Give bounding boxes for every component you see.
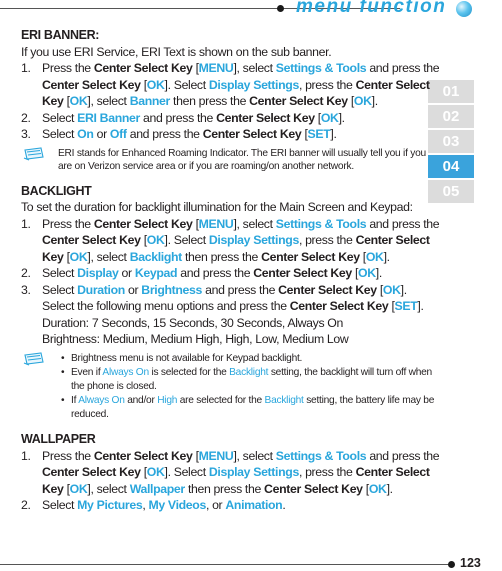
footer-dot <box>448 561 455 568</box>
eri-step-2: 2. Select ERI Banner and press the Center Select Key [OK]. <box>21 110 345 125</box>
chapter-tab-01[interactable]: 01 <box>428 80 474 103</box>
note-pad-icon <box>23 147 45 166</box>
chapter-tab-05[interactable]: 05 <box>428 180 474 203</box>
eri-note <box>21 147 441 174</box>
backlight-note-2: • Even if Always On is selected for the Backlight setting, the backlight will turn off when the phone is closed. <box>61 367 432 392</box>
wallpaper-heading: WALLPAPER <box>21 432 96 446</box>
backlight-steps <box>21 216 441 348</box>
wallpaper-step-1: 1. Press the Center Select Key [MENU], select Settings & Tools and press the Center Select Key [OK]. Select Display Settings, press the Center Select Key [OK], select Wallpaper then press the Center Select Key [OK]. <box>21 448 440 496</box>
chapter-tab-04[interactable]: 04 <box>428 155 474 178</box>
eri-intro: If you use ERI Service, ERI Text is shown on the sub banner. <box>21 44 332 59</box>
backlight-heading: BACKLIGHT <box>21 183 92 198</box>
eri-note-text: ERI stands for Enhanced Roaming Indicator. The ERI banner will usually tell you if you are on Verizon service area or if you are roaming/on another network. <box>58 147 426 172</box>
page-content <box>21 27 441 514</box>
eri-step-3: 3. Select On or Off and press the Center Select Key [SET]. <box>21 127 337 141</box>
duration-options: Duration: 7 Seconds, 15 Seconds, 30 Seconds, Always On <box>42 315 344 330</box>
footer-rule <box>0 564 452 565</box>
wallpaper-step-2: 2. Select My Pictures, My Videos, or Animation. <box>21 498 286 512</box>
header-ball-icon <box>456 1 472 17</box>
page-header-title: menu function <box>296 0 447 17</box>
page-number: 123 <box>460 556 481 570</box>
wallpaper-steps <box>21 448 441 514</box>
backlight-note-1: • Brightness menu is not available for Keypad backlight. <box>61 352 303 364</box>
backlight-intro: To set the duration for backlight illumination for the Main Screen and Keypad: <box>21 200 413 214</box>
note-pad-icon <box>23 352 45 371</box>
brightness-options: Brightness: Medium, Medium High, High, Low, Medium Low <box>42 332 349 346</box>
backlight-step-2: 2. Select Display or Keypad and press the Center Select Key [OK]. <box>21 266 382 280</box>
eri-heading: ERI BANNER: <box>21 28 100 42</box>
backlight-note-3: • If Always On and/or High are selected for the Backlight setting, the battery life may be reduced. <box>61 395 435 420</box>
chapter-tab-03[interactable]: 03 <box>428 130 474 153</box>
backlight-step-1: 1. Press the Center Select Key [MENU], select Settings & Tools and press the Center Select Key [OK]. Select Display Settings, press the Center Select Key [OK], select Backlight then press the Center Select Key [OK]. <box>21 216 440 264</box>
chapter-tab-02[interactable]: 02 <box>428 105 474 128</box>
eri-steps <box>21 60 441 143</box>
backlight-notes <box>21 352 441 422</box>
backlight-step-3: 3. Select Duration or Brightness and press the Center Select Key [OK]. Select the following menu options and press the Center Select Key [SET]. Duration: 7 Seconds, 15 Seconds, 30 Seconds, Always On Brightness: Medium, Medium High, High, Low, Medium Low <box>21 282 424 346</box>
eri-step-1: 1. Press the Center Select Key [MENU], select Settings & Tools and press the Center Select Key [OK]. Select Display Settings, press the Center Select Key [OK], select Banner then press the Center Select Key [OK]. <box>21 61 440 108</box>
header-dot <box>277 5 284 12</box>
